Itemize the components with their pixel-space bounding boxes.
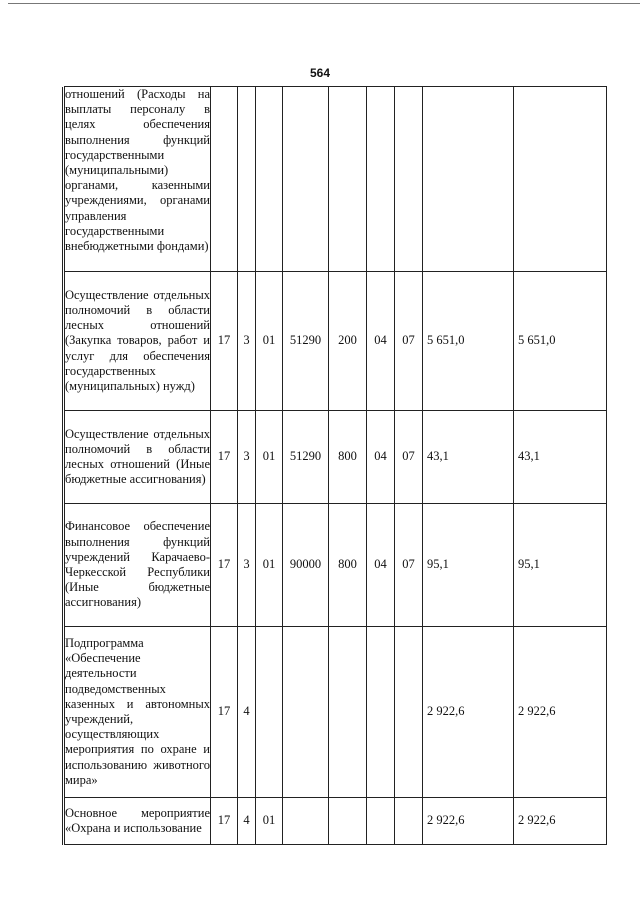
code-cell — [329, 87, 367, 272]
code-cell: 800 — [329, 411, 367, 504]
code-cell: 800 — [329, 504, 367, 627]
code-cell: 200 — [329, 272, 367, 411]
row-description — [65, 627, 211, 798]
amount-cell — [423, 87, 514, 272]
code-cell: 07 — [395, 504, 423, 627]
table-row — [63, 504, 607, 627]
code-cell — [367, 627, 395, 798]
code-cell: 07 — [395, 272, 423, 411]
code-cell — [283, 798, 329, 845]
amount-cell: 2 922,6 — [514, 798, 607, 845]
code-cell — [395, 87, 423, 272]
amount-cell: 95,1 — [514, 504, 607, 627]
code-cell: 17 — [211, 798, 238, 845]
code-cell: 04 — [367, 272, 395, 411]
code-cell — [367, 798, 395, 845]
code-cell — [211, 87, 238, 272]
code-cell: 90000 — [283, 504, 329, 627]
amount-cell: 2 922,6 — [423, 798, 514, 845]
amount-cell: 5 651,0 — [514, 272, 607, 411]
code-cell: 04 — [367, 411, 395, 504]
code-cell — [283, 627, 329, 798]
description-text: Осуществление отдельных полномочий в области лесных отношений (Закупка товаров, работ и услуг для обеспечения государственных (муниципальных) нужд) — [65, 287, 210, 393]
table-row — [63, 87, 607, 272]
code-cell — [367, 87, 395, 272]
code-cell — [238, 87, 256, 272]
code-cell: 01 — [256, 272, 283, 411]
amount-cell: 43,1 — [514, 411, 607, 504]
code-cell: 01 — [256, 504, 283, 627]
code-cell: 01 — [256, 798, 283, 845]
code-cell: 17 — [211, 627, 238, 798]
description-text: Финансовое обеспечение выполнения функций учреждений Карачаево-Черкесской Республики (Иные бюджетные ассигнования) — [65, 519, 210, 610]
code-cell: 17 — [211, 411, 238, 504]
code-cell: 3 — [238, 504, 256, 627]
row-description — [65, 87, 211, 272]
code-cell: 04 — [367, 504, 395, 627]
code-cell: 51290 — [283, 272, 329, 411]
code-cell — [395, 627, 423, 798]
code-cell — [329, 798, 367, 845]
amount-cell: 43,1 — [423, 411, 514, 504]
description-text: Основное мероприятие «Охрана и использование — [65, 805, 210, 835]
amount-cell — [514, 87, 607, 272]
row-description — [65, 411, 211, 504]
row-description — [65, 272, 211, 411]
code-cell — [256, 627, 283, 798]
table-row — [63, 411, 607, 504]
page-top-edge — [8, 3, 640, 4]
code-cell — [256, 87, 283, 272]
code-cell: 17 — [211, 504, 238, 627]
table-row — [63, 798, 607, 845]
page-number: 564 — [309, 66, 331, 80]
table-row — [63, 627, 607, 798]
code-cell — [283, 87, 329, 272]
amount-cell: 5 651,0 — [423, 272, 514, 411]
amount-cell: 2 922,6 — [423, 627, 514, 798]
amount-cell: 95,1 — [423, 504, 514, 627]
description-text: отношений (Расходы на выплаты персоналу в целях обеспечения выполнения функций государственными (муниципальными) органами, казенными учреждениями, органами управления государственными внебюджетными фондами) — [65, 87, 210, 254]
code-cell — [329, 627, 367, 798]
code-cell: 4 — [238, 798, 256, 845]
code-cell: 01 — [256, 411, 283, 504]
amount-cell: 2 922,6 — [514, 627, 607, 798]
row-description — [65, 504, 211, 627]
table-row — [63, 272, 607, 411]
description-text: Осуществление отдельных полномочий в области лесных отношений (Иные бюджетные ассигнования) — [65, 426, 210, 487]
code-cell: 07 — [395, 411, 423, 504]
budget-table — [62, 86, 607, 845]
code-cell: 3 — [238, 411, 256, 504]
code-cell — [395, 798, 423, 845]
code-cell: 4 — [238, 627, 256, 798]
code-cell: 51290 — [283, 411, 329, 504]
row-description — [65, 798, 211, 845]
description-text: Подпрограмма «Обеспечение деятельности подведомственных казенных и автономных учреждений, осуществляющих мероприятия по охране и использованию животного мира» — [65, 635, 210, 787]
code-cell: 3 — [238, 272, 256, 411]
code-cell: 17 — [211, 272, 238, 411]
